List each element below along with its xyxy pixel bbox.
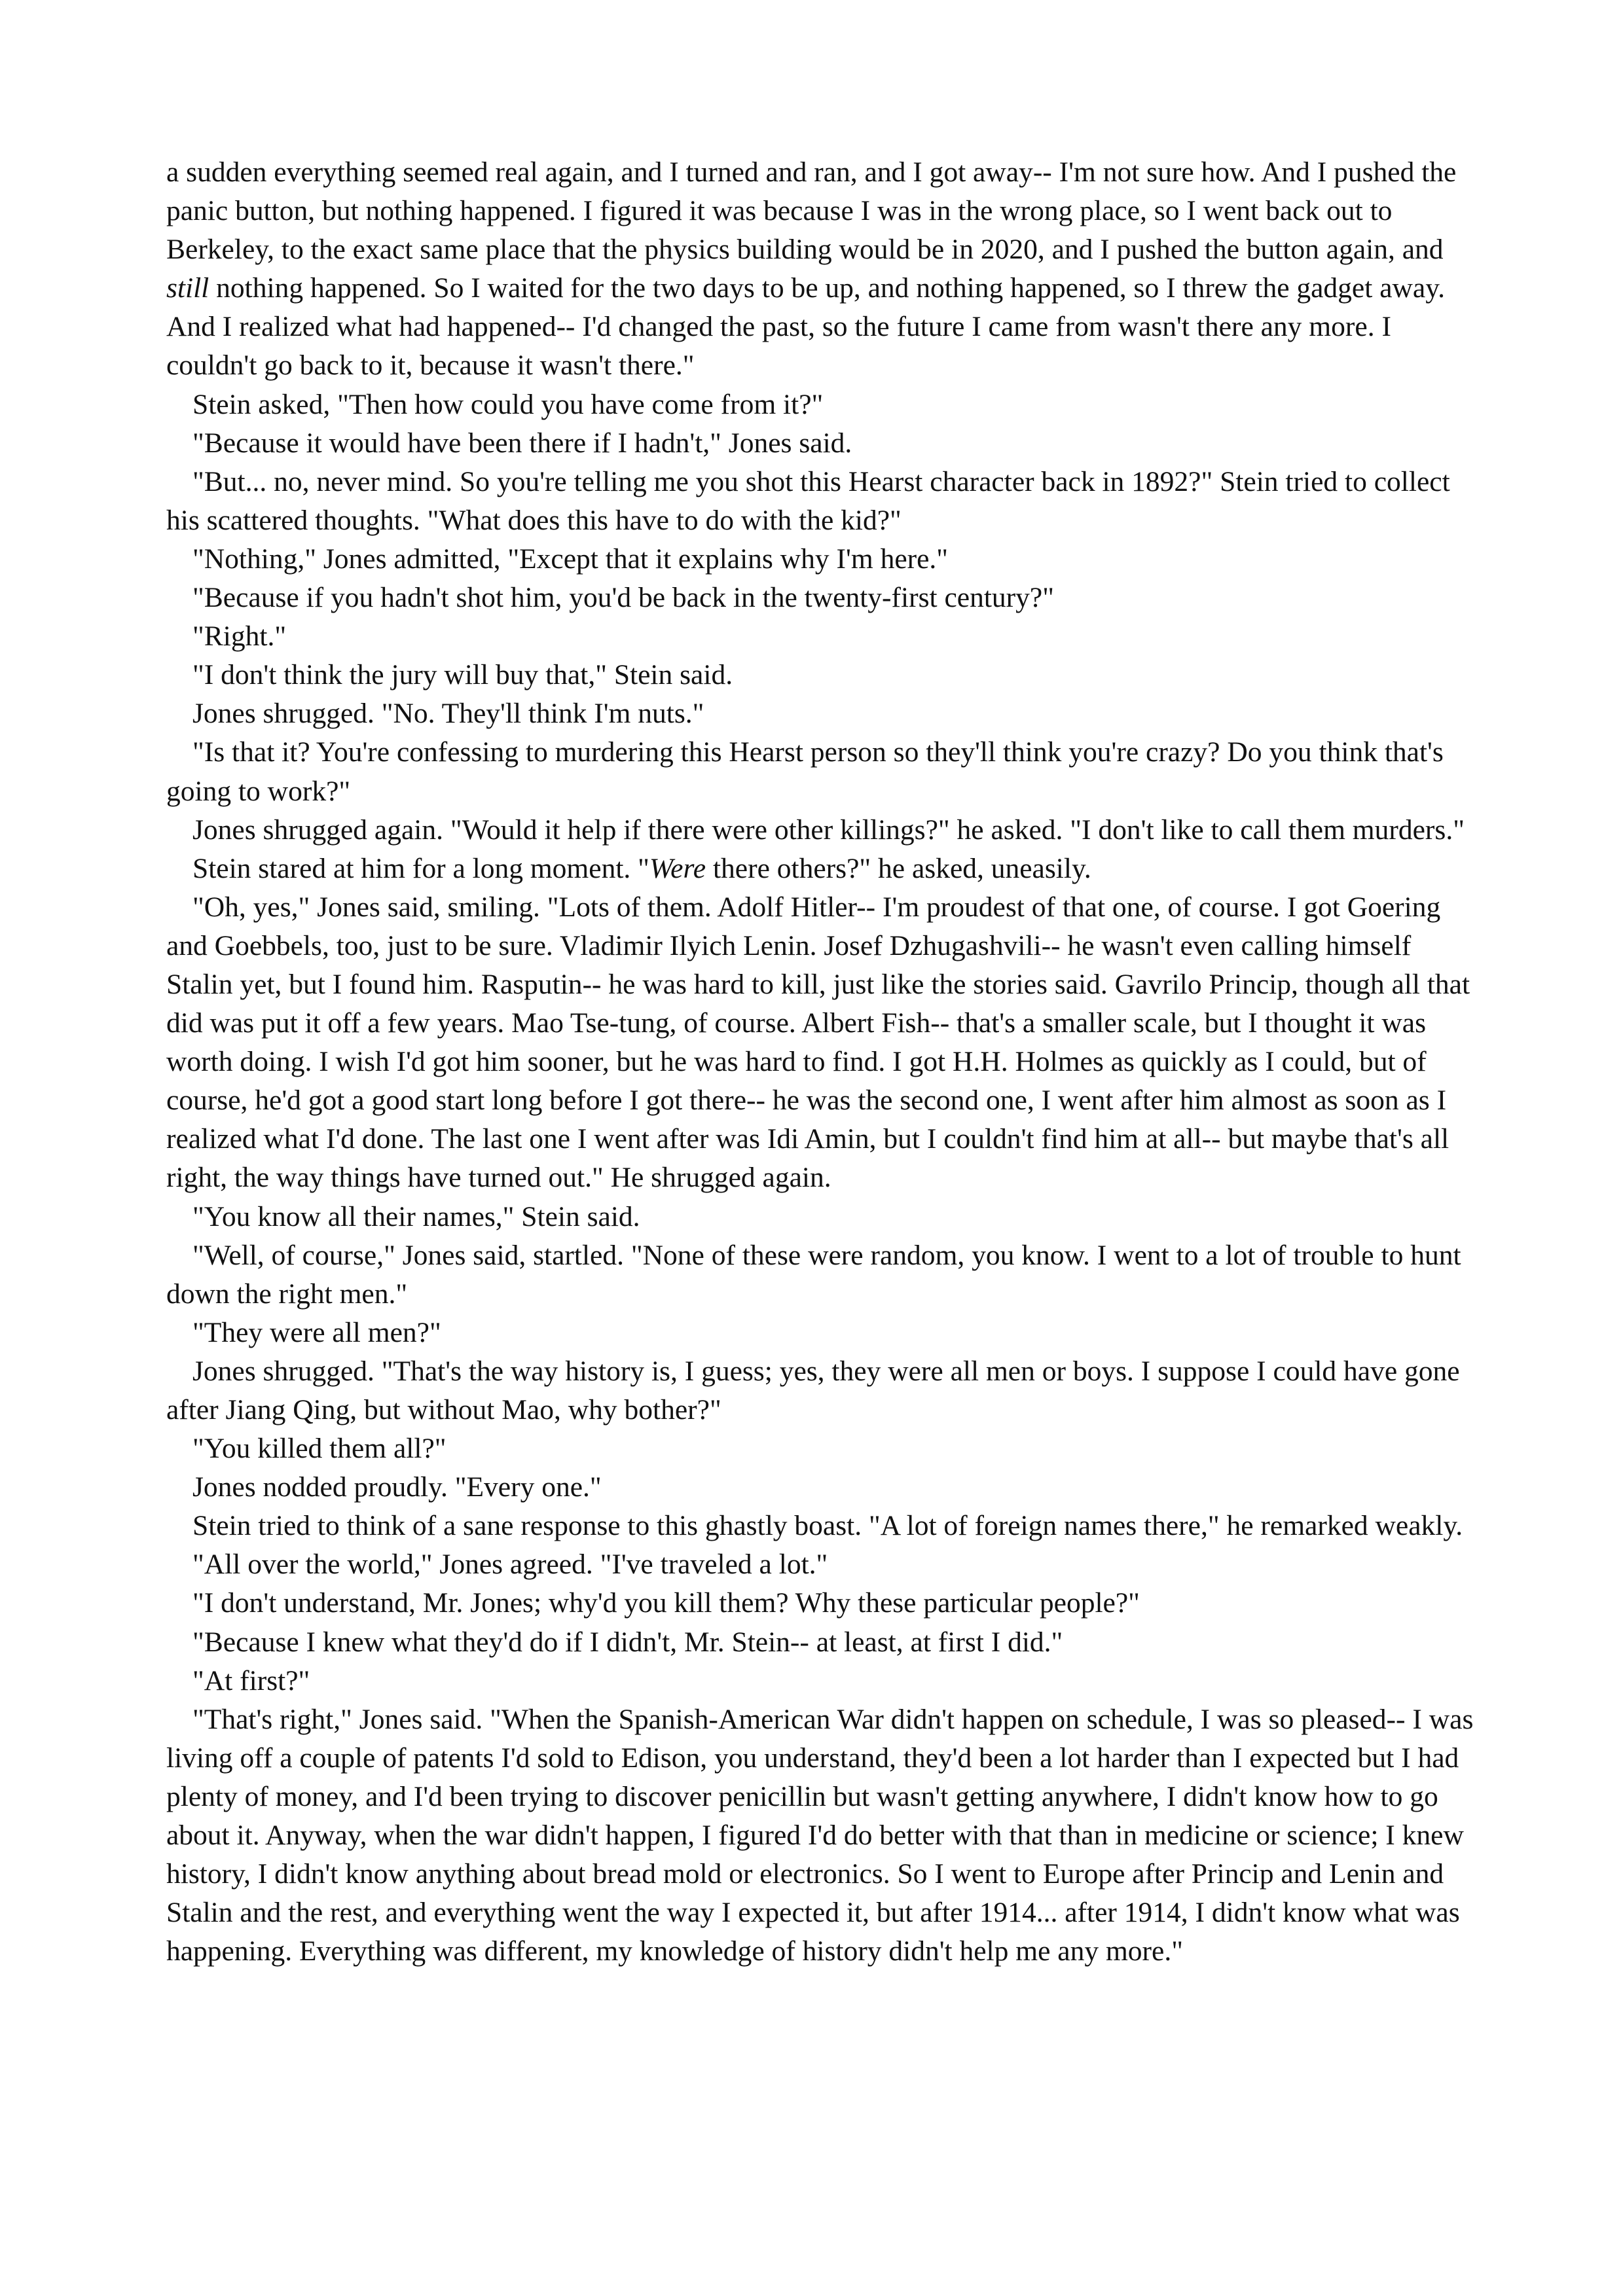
paragraph-4: "But... no, never mind. So you're telling me you shot this Hearst character back in 1892?" Stein tried to collect his scattered thoughts. "What does this have to do with the kid?" xyxy=(166,465,1450,536)
paragraph-10: "Is that it? You're confessing to murdering this Hearst person so they'll think you're crazy? Do you think that's going to work?" xyxy=(166,736,1444,807)
paragraph-6: "Because if you hadn't shot him, you'd be back in the twenty-first century?" xyxy=(192,582,1054,614)
paragraph-22: "I don't understand, Mr. Jones; why'd you kill them? Why these particular people?" xyxy=(192,1587,1140,1619)
paragraph-13: "Oh, yes," Jones said, smiling. "Lots of them. Adolf Hitler-- I'm proudest of that one, of course. I got Goering and Goebbels, too, just to be sure. Vladimir Ilyich Lenin. Josef Dzhugashvili-- he wasn't even calling himself Stalin yet, but I found him. Rasputin-- he was hard to kill, just like the stories said. Gavrilo Princip, though all that did was put it off a few years. Mao Tse-tung, of course. Albert Fish-- that's a smaller scale, but I thought it was worth doing. I wish I'd got him sooner, but he was hard to find. I got H.H. Holmes as quickly as I could, but of course, he'd got a good start long before I got there-- he was the second one, I went after him almost as soon as I realized what I'd done. The last one I went after was Idi Amin, but I couldn't find him at all-- but maybe that's all right, the way things have turned out." He shrugged again. xyxy=(166,891,1470,1194)
paragraph-3: "Because it would have been there if I hadn't," Jones said. xyxy=(192,427,852,459)
paragraph-24: "At first?" xyxy=(192,1664,310,1696)
paragraph-21: "All over the world," Jones agreed. "I've traveled a lot." xyxy=(192,1549,828,1581)
paragraph-12 xyxy=(166,850,1482,888)
paragraph-5: "Nothing," Jones admitted, "Except that it explains why I'm here." xyxy=(192,543,949,575)
paragraph-23: "Because I knew what they'd do if I didn't, Mr. Stein-- at least, at first I did." xyxy=(192,1626,1063,1658)
paragraph-2: Stein asked, "Then how could you have come from it?" xyxy=(192,388,824,420)
paragraph-19: Jones nodded proudly. "Every one." xyxy=(192,1471,602,1503)
paragraph-1-italic: still xyxy=(166,272,210,304)
paragraph-12-text-a: Stein stared at him for a long moment. " xyxy=(192,852,649,884)
paragraph-16: "They were all men?" xyxy=(192,1316,441,1348)
paragraph-9: Jones shrugged. "No. They'll think I'm nuts." xyxy=(192,698,704,730)
paragraph-14: "You know all their names," Stein said. xyxy=(192,1200,640,1232)
paragraph-25: "That's right," Jones said. "When the Spanish-American War didn't happen on schedule, I was so pleased-- I was living off a couple of patents I'd sold to Edison, you understand, they'd been a lot harder than I expected but I had plenty of money, and I'd been trying to discover penicillin but wasn't getting anywhere, I didn't know how to go about it. Anyway, when the war didn't happen, I figured I'd do better with that than in medicine or science; I knew history, I didn't know anything about bread mold or electronics. So I went to Europe after Princip and Lenin and Stalin and the rest, and everything went the way I expected it, but after 1914... after 1914, I didn't know what was happening. Everything was different, my knowledge of history didn't help me any more." xyxy=(166,1703,1474,1967)
paragraph-18: "You killed them all?" xyxy=(192,1433,447,1465)
paragraph-7: "Right." xyxy=(192,620,287,653)
paragraph-15: "Well, of course," Jones said, startled. "None of these were random, you know. I went to a lot of trouble to hunt down the right men." xyxy=(166,1239,1461,1310)
paragraph-8: "I don't think the jury will buy that," Stein said. xyxy=(192,659,733,691)
page-body xyxy=(166,153,1482,1971)
paragraph-11: Jones shrugged again. "Would it help if there were other killings?" he asked. "I don't like to call them murders." xyxy=(192,814,1465,846)
paragraph-20: Stein tried to think of a sane response to this ghastly boast. "A lot of foreign names there," he remarked weakly. xyxy=(192,1510,1463,1542)
paragraph-1-text-b: nothing happened. So I waited for the two days to be up, and nothing happened, so I threw the gadget away. And I realized what had happened-- I'd changed the past, so the future I came from wasn't there any more. I couldn't go back to it, because it wasn't there." xyxy=(166,272,1446,382)
paragraph-1-text-a: a sudden everything seemed real again, and I turned and ran, and I got away-- I'm not sure how. And I pushed the panic button, but nothing happened. I figured it was because I was in the wrong place, so I went back out to Berkeley, to the exact same place that the physics building would be in 2020, and I pushed the button again, and xyxy=(166,156,1457,266)
paragraph-12-italic: Were xyxy=(649,852,706,884)
paragraph-12-text-b: there others?" he asked, uneasily. xyxy=(706,852,1091,884)
paragraph-1 xyxy=(166,153,1482,386)
paragraph-17: Jones shrugged. "That's the way history is, I guess; yes, they were all men or boys. I suppose I could have gone after Jiang Qing, but without Mao, why bother?" xyxy=(166,1355,1460,1426)
